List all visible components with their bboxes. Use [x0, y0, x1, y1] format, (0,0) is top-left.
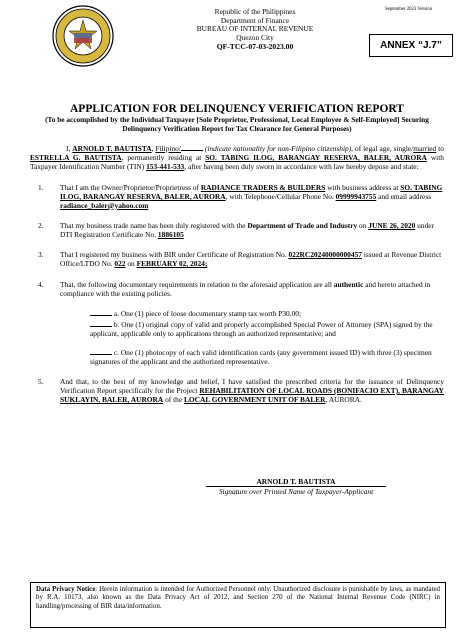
- tin-prefix: with Taxpayer Identification Number (TIN): [30, 152, 444, 171]
- document-title: APPLICATION FOR DELINQUENCY VERIFICATION REPORT: [70, 103, 404, 115]
- item-1: 1. That I am the Owner/Proprietor/Proprietress of RADIANCE TRADERS & BUILDERS with business address at SO. TABING ILOG, BARANGAY RESERVA, BALER, AURORA, with Telephone/Cellular Phone No. 09999943755 and email address radiance_baler@yahoo.com: [38, 183, 443, 210]
- cor-number: 022RC20240000000457: [288, 250, 362, 259]
- item-3: [30, 251, 444, 269]
- email-address: radiance_baler@yahoo.com: [60, 200, 149, 210]
- item-number: 1.: [38, 183, 44, 192]
- item-text: That I am the Owner/Proprietor/Proprietress of: [60, 183, 199, 192]
- item-2: [30, 222, 444, 240]
- privacy-text: : Herein information is intended for Authorized Personnel only. Unauthorized disclosure is punishable by laws, as mandated by R.A. 10173, also known as the Data Privacy Act of 2012, and Section 270 of the National Internal Revenue Code (NIRC) in handling/processing of BIR data/information.: [36, 586, 440, 610]
- item-number: 3.: [38, 250, 44, 259]
- item-text: of the: [165, 394, 183, 404]
- item-text: and hereto attached in compliance with the existing policies.: [60, 280, 431, 298]
- document-subtitle: (To be accomplished by the Individual Taxpayer [Sole Proprietor, Professional, Local Employee & Self-Employed] Securing Delinquency Verification Report for Tax Clearance for General Purposes): [45, 115, 429, 133]
- data-privacy-notice: [30, 582, 446, 628]
- item-text: with business address at: [327, 183, 399, 192]
- to-word: to: [438, 144, 444, 153]
- item-number: 4.: [38, 280, 44, 289]
- item-number: 2.: [38, 221, 44, 230]
- signatory-name: ARNOLD T. BAUTISTA: [256, 477, 336, 486]
- header-line-city: Quezon City: [236, 32, 274, 42]
- item-text: And that, to the best of my knowledge and belief, I have satisfied the prescribed criteria for the issuance of Delinquency Verification Report specifically for the Project: [60, 377, 444, 395]
- item-text: on: [127, 258, 135, 268]
- rdo-number: 022: [114, 258, 126, 268]
- agency-header: [140, 8, 370, 52]
- checkbox-blank[interactable]: [90, 348, 112, 355]
- dti-date: JUNE 26, 2020: [368, 221, 416, 230]
- item-number: 5.: [38, 377, 44, 386]
- requirement-a: [90, 309, 440, 319]
- tin-value: 153-441-533: [146, 161, 185, 171]
- requirement-b: [90, 320, 440, 339]
- header-line-department: Department of Finance: [220, 15, 290, 25]
- signature-caption: Signature over Printed Name of Taxpayer-Applicant: [218, 487, 374, 496]
- version-label: September 2023 Version: [385, 7, 433, 12]
- intro-paragraph: I, ARNOLD T. BAUTISTA, Filipino/ (indicate nationality for non-Filipino citizenship), of legal age, single/married to ESTRELLA G. BAUTISTA, permanently residing at SO. TABING ILOG, BARANGAY RESERVA, BALER, AURORA with Taxpayer Identification Number (TIN) 153-441-533, after having been duly sworn in accordance with law hereby depose and state:: [30, 144, 444, 171]
- header-line-bureau: BUREAU OF INTERNAL REVENUE: [196, 24, 314, 34]
- item-text: , AURORA.: [325, 394, 362, 404]
- item-text: and email address: [378, 191, 432, 201]
- intro-closing: , after having been duly sworn in accordance with law hereby depose and state:: [184, 161, 419, 171]
- phone-number: 09999943755: [335, 191, 377, 201]
- signature-block: [206, 477, 386, 496]
- item-text: with Telephone/Cellular Phone No.: [229, 191, 334, 201]
- item-4: [30, 281, 444, 299]
- applicant-name: ARNOLD T. BAUTISTA: [72, 144, 152, 153]
- item-text: That I registered my business with BIR under Certificate of Registration No.: [60, 250, 287, 259]
- bir-seal-logo: [52, 5, 114, 67]
- item-text: That, the following documentary requirements in relation to the aforesaid application are all: [60, 280, 332, 289]
- cor-date: FEBRUARY 02, 2024;: [136, 258, 208, 268]
- residence-address: SO. TABING ILOG, BARANGAY RESERVA, BALER, AURORA: [205, 152, 427, 162]
- citizenship: Filipino/: [155, 144, 181, 153]
- requirement-c: [90, 348, 440, 367]
- privacy-label: Data Privacy Notice: [36, 586, 96, 593]
- item-5: [30, 378, 444, 405]
- lgu-name: LOCAL GOVERNMENT UNIT OF BALER: [183, 394, 326, 404]
- item-text: under DTI Registration Certificate No.: [60, 221, 434, 239]
- status-prefix: of legal age, single/: [355, 144, 414, 153]
- citizenship-note: (indicate nationality for non-Filipino citizenship),: [204, 144, 354, 153]
- intro-pronoun: I,: [66, 144, 71, 153]
- form-code: QF-TCC-07-03-2023.00: [216, 42, 294, 52]
- project-name: REHABILITATION OF LOCAL ROADS (BONIFACIO EXT), BARANGAY SUKLAYIN, BALER, AURORA: [60, 385, 444, 404]
- residing-text: , permanently residing at: [121, 152, 202, 162]
- registering-agency: Department of Trade and Industry: [247, 221, 358, 230]
- annex-box: ANNEX “J.7”: [369, 34, 453, 57]
- item-text: issued at Revenue District Office/LTDO No.: [60, 250, 442, 268]
- authentic-word: authentic: [333, 280, 364, 289]
- business-address: SO. TABING ILOG, BARANGAY RESERVA, BALER, AURORA: [60, 183, 443, 201]
- spouse-name: ESTRELLA G. BAUTISTA: [30, 152, 122, 162]
- checkbox-blank[interactable]: [90, 309, 112, 316]
- civil-status: married: [413, 144, 437, 153]
- item-text: That my business trade name has been duly registered with the: [60, 221, 246, 230]
- business-name: RADIANCE TRADERS & BUILDERS: [200, 183, 326, 192]
- checkbox-blank[interactable]: [90, 320, 112, 327]
- requirement-text: b. One (1) original copy of valid and properly accomplished Special Power of Attorney (SPA) signed by the applicant, applicable only to applications through an authorized representative; and: [90, 320, 433, 338]
- requirement-text: c. One (1) photocopy of each valid identification cards (any government issued ID) with three (3) specimen signatures of the applicant and the authorized representative.: [90, 348, 432, 366]
- item-text: on: [359, 221, 367, 230]
- dti-cert-number: 1886105: [157, 229, 184, 239]
- header-line-republic: Republic of the Philippines: [214, 7, 296, 16]
- requirement-text: a. One (1) piece of loose documentary stamp tax worth P30.00;: [113, 309, 302, 318]
